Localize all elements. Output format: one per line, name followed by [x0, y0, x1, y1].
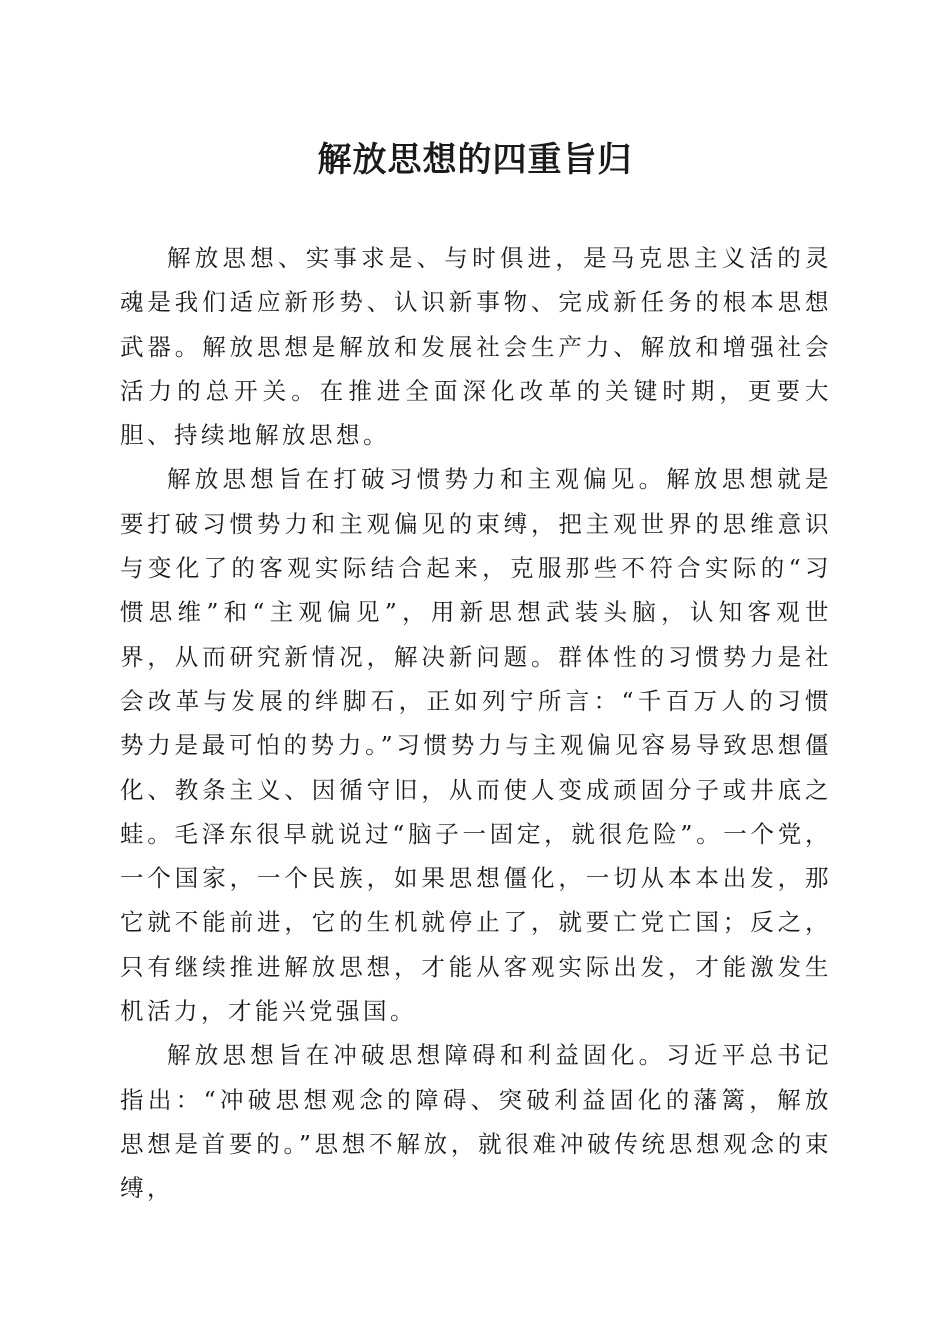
document-title: 解放思想的四重旨归 — [317, 140, 633, 180]
document-body — [120, 236, 832, 1211]
paragraph-3: 解放思想旨在冲破思想障碍和利益固化。习近平总书记指出：“冲破思想观念的障碍、突破利益固化的藩篱，解放思想是首要的。”思想不解放，就很难冲破传统思想观念的束缚， — [120, 1041, 832, 1203]
paragraph-2: 解放思想旨在打破习惯势力和主观偏见。解放思想就是要打破习惯势力和主观偏见的束缚，把主观世界的思维意识与变化了的客观实际结合起来，克服那些不符合实际的“习惯思维”和“主观偏见”，用新思想武装头脑，认知客观世界，从而研究新情况，解决新问题。群体性的习惯势力是社会改革与发展的绊脚石，正如列宁所言：“千百万人的习惯势力是最可怕的势力。”习惯势力与主观偏见容易导致思想僵化、教条主义、因循守旧，从而使人变成顽固分子或井底之蛙。毛泽东很早就说过“脑子一固定，就很危险”。一个党，一个国家，一个民族，如果思想僵化，一切从本本出发，那它就不能前进，它的生机就停止了，就要亡党亡国；反之，只有继续推进解放思想，才能从客观实际出发，才能激发生机活力，才能兴党强国。 — [120, 465, 832, 1026]
paragraph-1: 解放思想、实事求是、与时俱进，是马克思主义活的灵魂是我们适应新形势、认识新事物、完成新任务的根本思想武器。解放思想是解放和发展社会生产力、解放和增强社会活力的总开关。在推进全面深化改革的关键时期，更要大胆、持续地解放思想。 — [120, 244, 832, 450]
